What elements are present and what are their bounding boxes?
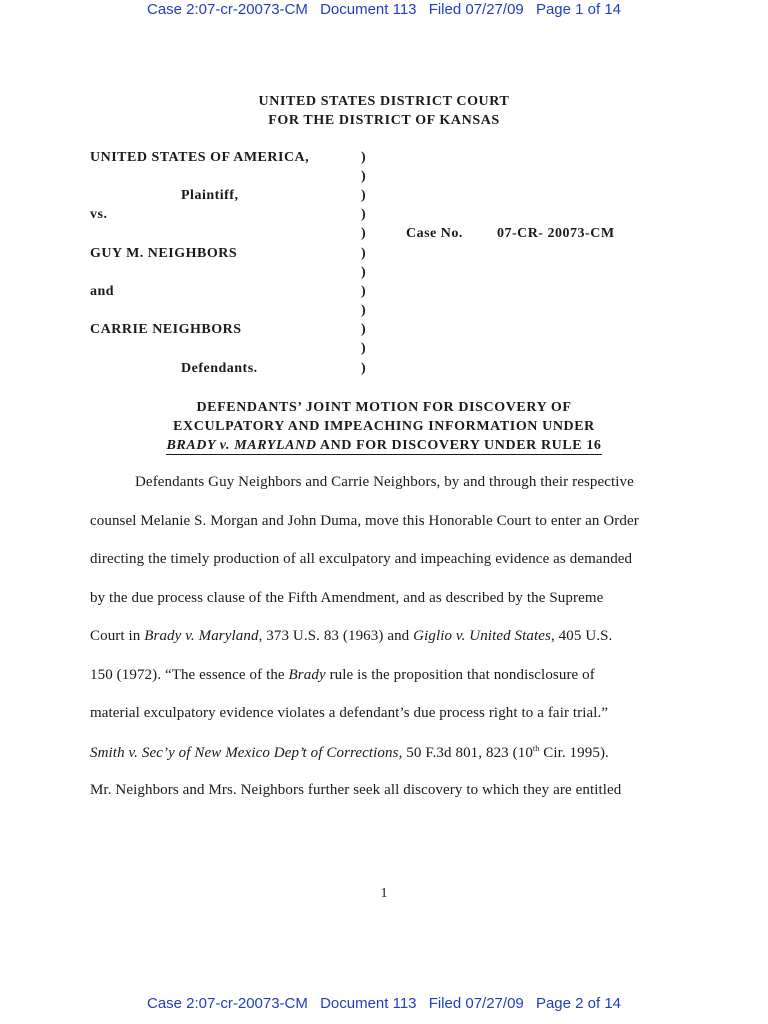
- plaintiff-name: UNITED STATES OF AMERICA,: [90, 150, 310, 165]
- case-no-value: 07-CR- 20073-CM: [497, 226, 615, 241]
- caption-paren: ): [361, 361, 366, 376]
- filed-date-stamp: Filed 07/27/09: [428, 995, 524, 1012]
- caption-paren: ): [361, 150, 366, 165]
- caption-paren: ): [361, 188, 366, 203]
- court-title: [0, 92, 768, 130]
- defendant-guy-neighbors: GUY M. NEIGHBORS: [90, 246, 238, 261]
- motion-title-line-1: DEFENDANTS’ JOINT MOTION FOR DISCOVERY OF: [196, 400, 572, 415]
- case-number-stamp: Case 2:07-cr-20073-CM: [146, 1, 308, 18]
- caption-paren: ): [361, 284, 366, 299]
- motion-title-line-2: EXCULPATORY AND IMPEACHING INFORMATION UNDER: [173, 419, 595, 434]
- defendants-role: Defendants.: [181, 361, 258, 376]
- filing-header-top: [0, 1, 768, 18]
- caption-paren: ): [361, 303, 366, 318]
- case-citation-smith: Smith v. Sec’y of New Mexico Dep’t of Corrections: [90, 745, 399, 761]
- body-line: counsel Melanie S. Morgan and John Duma, move this Honorable Court to enter an Order: [90, 513, 639, 529]
- case-citation-giglio: Giglio v. United States: [413, 628, 551, 644]
- filing-header-bottom: [0, 995, 768, 1012]
- motion-title-line-3: [166, 438, 601, 455]
- body-line: directing the timely production of all exculpatory and impeaching evidence as demanded: [90, 551, 633, 567]
- document-number-stamp: Document 113: [320, 1, 417, 18]
- case-citation-brady: Brady v. Maryland: [144, 628, 259, 644]
- caption-paren: ): [361, 341, 366, 356]
- body-line: Smith v. Sec’y of New Mexico Dep’t of Corrections, 50 F.3d 801, 823 (10th Cir. 1995).: [90, 744, 609, 761]
- body-line: material exculpatory evidence violates a defendant’s due process right to a fair trial.”: [90, 705, 609, 721]
- court-district: FOR THE DISTRICT OF KANSAS: [268, 113, 500, 128]
- caption-paren: ): [361, 322, 366, 337]
- motion-title: [0, 398, 768, 455]
- caption-paren: ): [361, 169, 366, 184]
- body-line: Court in Brady v. Maryland, 373 U.S. 83 (1963) and Giglio v. United States, 405 U.S.: [90, 628, 613, 644]
- case-number-stamp: Case 2:07-cr-20073-CM: [146, 995, 308, 1012]
- motion-title-line-3-rest: AND FOR DISCOVERY UNDER RULE 16: [316, 438, 602, 453]
- caption-paren: ): [361, 207, 366, 222]
- body-line: by the due process clause of the Fifth Amendment, and as described by the Supreme: [90, 590, 604, 606]
- body-line: 150 (1972). “The essence of the Brady rule is the proposition that nondisclosure of: [90, 667, 595, 683]
- page-count-stamp: Page 1 of 14: [535, 1, 622, 18]
- plaintiff-role: Plaintiff,: [181, 188, 239, 203]
- page-number: 1: [380, 886, 388, 901]
- case-no-label: Case No.: [406, 226, 463, 241]
- page-count-stamp: Page 2 of 14: [535, 995, 622, 1012]
- case-citation-brady: Brady: [288, 667, 326, 683]
- body-line: Defendants Guy Neighbors and Carrie Neighbors, by and through their respective: [135, 474, 634, 490]
- document-number-stamp: Document 113: [320, 995, 417, 1012]
- court-name: UNITED STATES DISTRICT COURT: [258, 94, 510, 109]
- conjunction-and: and: [90, 284, 115, 299]
- caption-paren: ): [361, 226, 366, 241]
- caption-paren: ): [361, 246, 366, 261]
- versus-label: vs.: [90, 207, 108, 222]
- case-citation-brady: BRADY v. MARYLAND: [166, 438, 317, 453]
- caption-paren: ): [361, 265, 366, 280]
- body-line: Mr. Neighbors and Mrs. Neighbors further seek all discovery to which they are entitled: [90, 782, 622, 798]
- filed-date-stamp: Filed 07/27/09: [428, 1, 524, 18]
- defendant-carrie-neighbors: CARRIE NEIGHBORS: [90, 322, 242, 337]
